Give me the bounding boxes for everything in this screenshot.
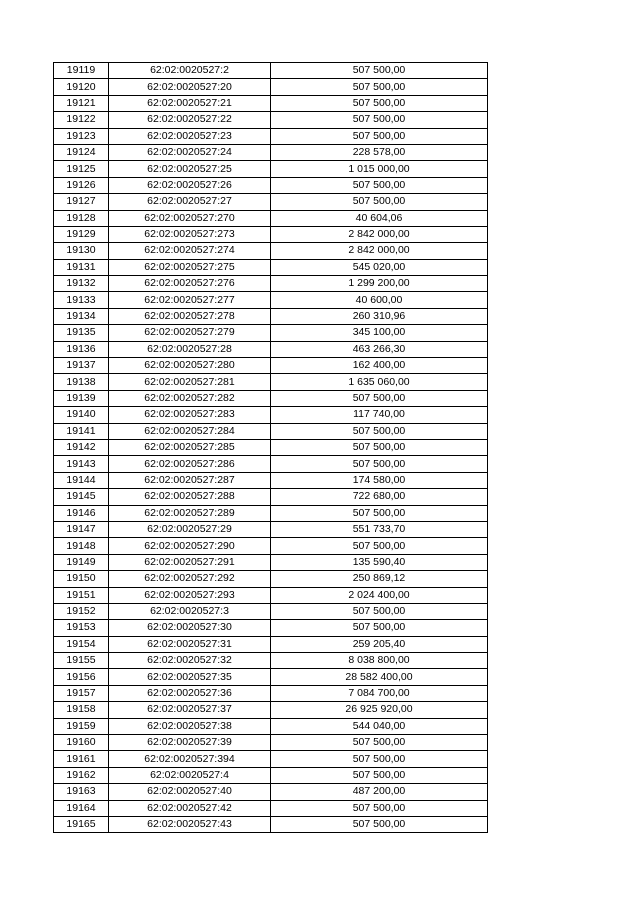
cadastral-value-cell: 40 604,06 <box>271 210 488 226</box>
table-row <box>54 390 488 406</box>
table-row <box>54 669 488 685</box>
row-number-cell: 19120 <box>54 79 109 95</box>
cadastral-value-cell: 487 200,00 <box>271 784 488 800</box>
cadastral-value-cell: 507 500,00 <box>271 751 488 767</box>
table-row <box>54 636 488 652</box>
row-number-cell: 19121 <box>54 95 109 111</box>
row-number-cell: 19137 <box>54 358 109 374</box>
cadastral-number-cell: 62:02:0020527:283 <box>109 407 271 423</box>
row-number-cell: 19139 <box>54 390 109 406</box>
row-number-cell: 19123 <box>54 128 109 144</box>
table-row <box>54 571 488 587</box>
cadastral-number-cell: 62:02:0020527:42 <box>109 800 271 816</box>
cadastral-value-cell: 507 500,00 <box>271 735 488 751</box>
row-number-cell: 19162 <box>54 767 109 783</box>
cadastral-value-cell: 2 842 000,00 <box>271 226 488 242</box>
cadastral-number-cell: 62:02:0020527:35 <box>109 669 271 685</box>
row-number-cell: 19155 <box>54 653 109 669</box>
row-number-cell: 19131 <box>54 259 109 275</box>
row-number-cell: 19163 <box>54 784 109 800</box>
cadastral-number-cell: 62:02:0020527:29 <box>109 521 271 537</box>
cadastral-number-cell: 62:02:0020527:37 <box>109 702 271 718</box>
table-row <box>54 243 488 259</box>
cadastral-value-cell: 7 084 700,00 <box>271 685 488 701</box>
row-number-cell: 19141 <box>54 423 109 439</box>
table-row <box>54 554 488 570</box>
cadastral-number-cell: 62:02:0020527:32 <box>109 653 271 669</box>
cadastral-value-cell: 507 500,00 <box>271 603 488 619</box>
row-number-cell: 19156 <box>54 669 109 685</box>
table-row <box>54 735 488 751</box>
row-number-cell: 19124 <box>54 144 109 160</box>
cadastral-value-cell: 463 266,30 <box>271 341 488 357</box>
cadastral-value-cell: 507 500,00 <box>271 194 488 210</box>
table-row <box>54 800 488 816</box>
table-row <box>54 128 488 144</box>
table-row <box>54 374 488 390</box>
cadastral-value-cell: 722 680,00 <box>271 489 488 505</box>
row-number-cell: 19149 <box>54 554 109 570</box>
cadastral-number-cell: 62:02:0020527:4 <box>109 767 271 783</box>
cadastral-number-cell: 62:02:0020527:27 <box>109 194 271 210</box>
cadastral-value-cell: 507 500,00 <box>271 63 488 79</box>
table-row <box>54 292 488 308</box>
table-row <box>54 767 488 783</box>
cadastral-value-cell: 507 500,00 <box>271 95 488 111</box>
cadastral-number-cell: 62:02:0020527:285 <box>109 439 271 455</box>
cadastral-number-cell: 62:02:0020527:21 <box>109 95 271 111</box>
row-number-cell: 19129 <box>54 226 109 242</box>
row-number-cell: 19143 <box>54 456 109 472</box>
cadastral-value-cell: 507 500,00 <box>271 79 488 95</box>
cadastral-value-table <box>53 62 488 833</box>
table-row <box>54 538 488 554</box>
cadastral-number-cell: 62:02:0020527:270 <box>109 210 271 226</box>
cadastral-number-cell: 62:02:0020527:281 <box>109 374 271 390</box>
row-number-cell: 19122 <box>54 112 109 128</box>
row-number-cell: 19158 <box>54 702 109 718</box>
table-row <box>54 456 488 472</box>
table-row <box>54 177 488 193</box>
cadastral-value-cell: 507 500,00 <box>271 423 488 439</box>
cadastral-value-cell: 345 100,00 <box>271 325 488 341</box>
cadastral-number-cell: 62:02:0020527:288 <box>109 489 271 505</box>
cadastral-number-cell: 62:02:0020527:276 <box>109 276 271 292</box>
table-row <box>54 95 488 111</box>
table-row <box>54 325 488 341</box>
cadastral-value-cell: 507 500,00 <box>271 816 488 832</box>
table-body <box>54 63 488 833</box>
cadastral-number-cell: 62:02:0020527:28 <box>109 341 271 357</box>
cadastral-number-cell: 62:02:0020527:43 <box>109 816 271 832</box>
cadastral-number-cell: 62:02:0020527:20 <box>109 79 271 95</box>
table-row <box>54 226 488 242</box>
table-row <box>54 472 488 488</box>
row-number-cell: 19134 <box>54 308 109 324</box>
table-row <box>54 423 488 439</box>
cadastral-value-cell: 544 040,00 <box>271 718 488 734</box>
cadastral-value-cell: 1 635 060,00 <box>271 374 488 390</box>
row-number-cell: 19148 <box>54 538 109 554</box>
cadastral-number-cell: 62:02:0020527:273 <box>109 226 271 242</box>
row-number-cell: 19159 <box>54 718 109 734</box>
table-row <box>54 63 488 79</box>
row-number-cell: 19127 <box>54 194 109 210</box>
cadastral-number-cell: 62:02:0020527:293 <box>109 587 271 603</box>
cadastral-value-cell: 1 299 200,00 <box>271 276 488 292</box>
cadastral-value-cell: 545 020,00 <box>271 259 488 275</box>
table-row <box>54 521 488 537</box>
cadastral-value-cell: 28 582 400,00 <box>271 669 488 685</box>
row-number-cell: 19125 <box>54 161 109 177</box>
cadastral-number-cell: 62:02:0020527:280 <box>109 358 271 374</box>
table-row <box>54 308 488 324</box>
cadastral-value-cell: 2 024 400,00 <box>271 587 488 603</box>
cadastral-value-cell: 507 500,00 <box>271 128 488 144</box>
cadastral-value-cell: 507 500,00 <box>271 439 488 455</box>
row-number-cell: 19119 <box>54 63 109 79</box>
row-number-cell: 19157 <box>54 685 109 701</box>
cadastral-value-cell: 260 310,96 <box>271 308 488 324</box>
row-number-cell: 19161 <box>54 751 109 767</box>
table-row <box>54 439 488 455</box>
table-row <box>54 603 488 619</box>
cadastral-number-cell: 62:02:0020527:284 <box>109 423 271 439</box>
cadastral-number-cell: 62:02:0020527:22 <box>109 112 271 128</box>
row-number-cell: 19132 <box>54 276 109 292</box>
cadastral-value-cell: 507 500,00 <box>271 620 488 636</box>
table-row <box>54 751 488 767</box>
cadastral-number-cell: 62:02:0020527:287 <box>109 472 271 488</box>
cadastral-number-cell: 62:02:0020527:394 <box>109 751 271 767</box>
row-number-cell: 19150 <box>54 571 109 587</box>
cadastral-number-cell: 62:02:0020527:31 <box>109 636 271 652</box>
table-row <box>54 358 488 374</box>
cadastral-value-cell: 26 925 920,00 <box>271 702 488 718</box>
cadastral-number-cell: 62:02:0020527:2 <box>109 63 271 79</box>
row-number-cell: 19128 <box>54 210 109 226</box>
cadastral-number-cell: 62:02:0020527:289 <box>109 505 271 521</box>
table-row <box>54 505 488 521</box>
cadastral-value-cell: 8 038 800,00 <box>271 653 488 669</box>
cadastral-number-cell: 62:02:0020527:278 <box>109 308 271 324</box>
table-row <box>54 685 488 701</box>
row-number-cell: 19151 <box>54 587 109 603</box>
cadastral-number-cell: 62:02:0020527:290 <box>109 538 271 554</box>
table-row <box>54 407 488 423</box>
row-number-cell: 19144 <box>54 472 109 488</box>
cadastral-number-cell: 62:02:0020527:26 <box>109 177 271 193</box>
cadastral-value-cell: 117 740,00 <box>271 407 488 423</box>
row-number-cell: 19130 <box>54 243 109 259</box>
cadastral-value-cell: 507 500,00 <box>271 177 488 193</box>
row-number-cell: 19165 <box>54 816 109 832</box>
row-number-cell: 19142 <box>54 439 109 455</box>
cadastral-number-cell: 62:02:0020527:275 <box>109 259 271 275</box>
cadastral-value-cell: 507 500,00 <box>271 112 488 128</box>
cadastral-value-cell: 40 600,00 <box>271 292 488 308</box>
cadastral-number-cell: 62:02:0020527:23 <box>109 128 271 144</box>
cadastral-number-cell: 62:02:0020527:40 <box>109 784 271 800</box>
cadastral-value-cell: 228 578,00 <box>271 144 488 160</box>
cadastral-number-cell: 62:02:0020527:292 <box>109 571 271 587</box>
cadastral-value-cell: 507 500,00 <box>271 538 488 554</box>
cadastral-number-cell: 62:02:0020527:286 <box>109 456 271 472</box>
cadastral-value-cell: 507 500,00 <box>271 456 488 472</box>
cadastral-value-cell: 1 015 000,00 <box>271 161 488 177</box>
table-row <box>54 341 488 357</box>
table-row <box>54 816 488 832</box>
row-number-cell: 19140 <box>54 407 109 423</box>
table-row <box>54 259 488 275</box>
table-row <box>54 718 488 734</box>
row-number-cell: 19147 <box>54 521 109 537</box>
row-number-cell: 19160 <box>54 735 109 751</box>
table-row <box>54 702 488 718</box>
cadastral-value-cell: 135 590,40 <box>271 554 488 570</box>
cadastral-number-cell: 62:02:0020527:36 <box>109 685 271 701</box>
row-number-cell: 19154 <box>54 636 109 652</box>
row-number-cell: 19153 <box>54 620 109 636</box>
row-number-cell: 19138 <box>54 374 109 390</box>
table-row <box>54 210 488 226</box>
cadastral-number-cell: 62:02:0020527:277 <box>109 292 271 308</box>
cadastral-value-cell: 2 842 000,00 <box>271 243 488 259</box>
table-row <box>54 194 488 210</box>
row-number-cell: 19152 <box>54 603 109 619</box>
table-row <box>54 653 488 669</box>
cadastral-number-cell: 62:02:0020527:3 <box>109 603 271 619</box>
cadastral-number-cell: 62:02:0020527:279 <box>109 325 271 341</box>
table-row <box>54 112 488 128</box>
cadastral-number-cell: 62:02:0020527:282 <box>109 390 271 406</box>
cadastral-value-cell: 250 869,12 <box>271 571 488 587</box>
row-number-cell: 19146 <box>54 505 109 521</box>
cadastral-value-cell: 162 400,00 <box>271 358 488 374</box>
cadastral-value-cell: 507 500,00 <box>271 505 488 521</box>
row-number-cell: 19126 <box>54 177 109 193</box>
row-number-cell: 19136 <box>54 341 109 357</box>
cadastral-number-cell: 62:02:0020527:274 <box>109 243 271 259</box>
cadastral-number-cell: 62:02:0020527:30 <box>109 620 271 636</box>
row-number-cell: 19135 <box>54 325 109 341</box>
cadastral-value-cell: 551 733,70 <box>271 521 488 537</box>
cadastral-value-table-container <box>53 62 488 833</box>
table-row <box>54 144 488 160</box>
table-row <box>54 620 488 636</box>
row-number-cell: 19164 <box>54 800 109 816</box>
cadastral-number-cell: 62:02:0020527:24 <box>109 144 271 160</box>
cadastral-value-cell: 174 580,00 <box>271 472 488 488</box>
table-row <box>54 489 488 505</box>
cadastral-number-cell: 62:02:0020527:25 <box>109 161 271 177</box>
cadastral-number-cell: 62:02:0020527:38 <box>109 718 271 734</box>
table-row <box>54 79 488 95</box>
table-row <box>54 276 488 292</box>
cadastral-value-cell: 507 500,00 <box>271 800 488 816</box>
cadastral-value-cell: 259 205,40 <box>271 636 488 652</box>
cadastral-value-cell: 507 500,00 <box>271 767 488 783</box>
cadastral-value-cell: 507 500,00 <box>271 390 488 406</box>
table-row <box>54 587 488 603</box>
table-row <box>54 784 488 800</box>
table-row <box>54 161 488 177</box>
cadastral-number-cell: 62:02:0020527:39 <box>109 735 271 751</box>
row-number-cell: 19145 <box>54 489 109 505</box>
cadastral-number-cell: 62:02:0020527:291 <box>109 554 271 570</box>
row-number-cell: 19133 <box>54 292 109 308</box>
